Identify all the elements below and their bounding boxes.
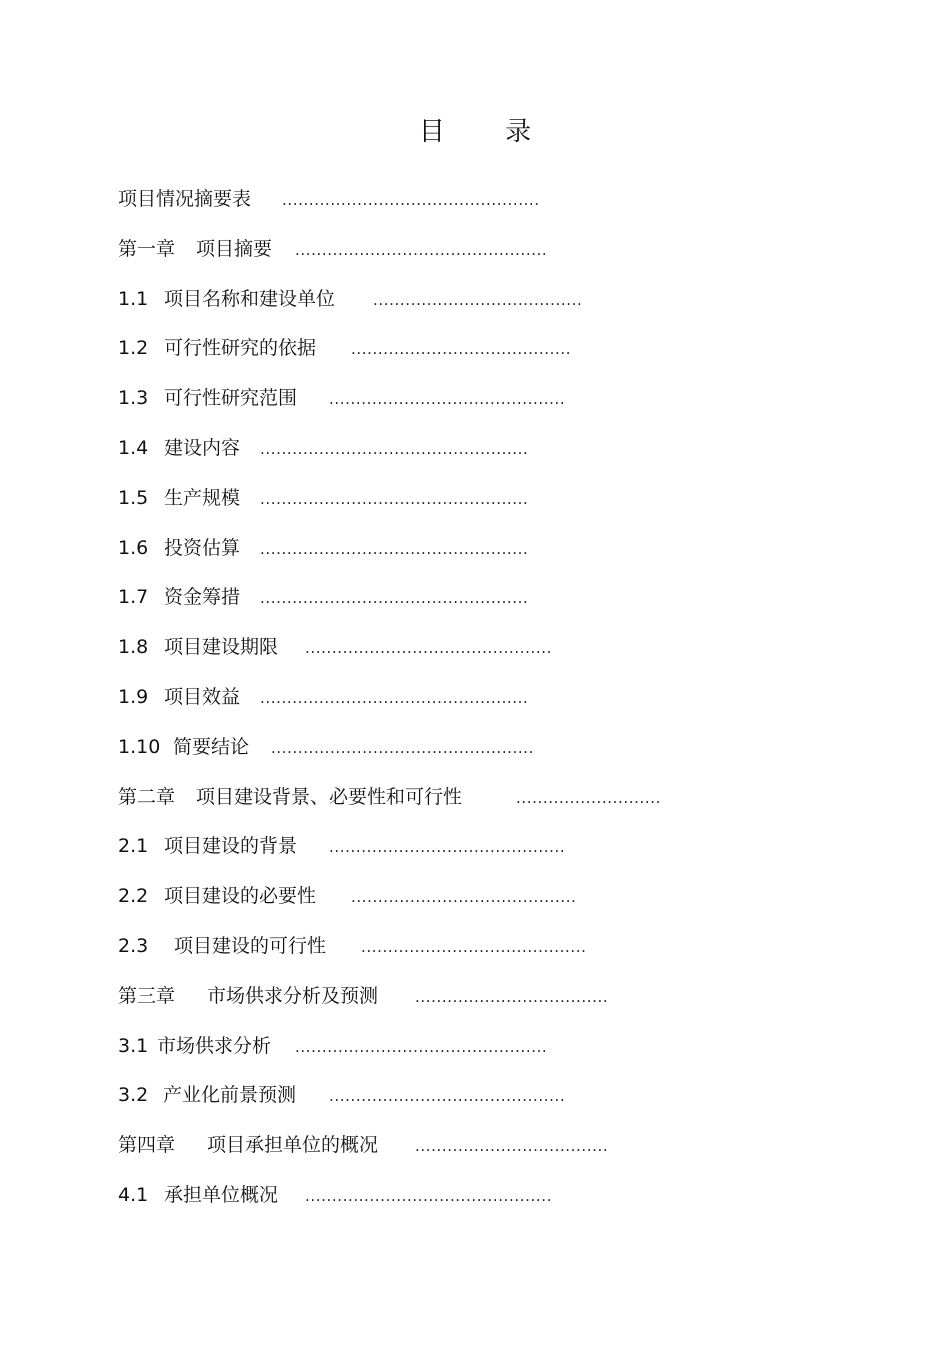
toc-dot-leader: .................................................. bbox=[260, 439, 529, 458]
toc-entry-title: 简要结论 bbox=[173, 735, 250, 758]
toc-dot-leader: .................................... bbox=[415, 1137, 609, 1156]
toc-entry[interactable] bbox=[118, 377, 818, 427]
toc-entry-title: 项目名称和建设单位 bbox=[164, 287, 336, 310]
toc-dot-leader: .................................................. bbox=[260, 489, 529, 508]
toc-entry[interactable] bbox=[118, 726, 818, 776]
toc-entry[interactable] bbox=[118, 975, 818, 1025]
toc-dot-leader: .................................... bbox=[415, 987, 609, 1006]
toc-entry-title: 建设内容 bbox=[164, 436, 241, 459]
toc-entry-title: 项目建设背景、必要性和可行性 bbox=[196, 785, 463, 808]
toc-entry-title: 产业化前景预测 bbox=[163, 1084, 297, 1107]
toc-entry-title: 项目建设的必要性 bbox=[164, 885, 317, 908]
toc-entry[interactable] bbox=[118, 477, 818, 527]
toc-dot-leader: .......................................... bbox=[361, 937, 587, 956]
toc-dot-leader: ............................................ bbox=[329, 390, 566, 409]
toc-dot-leader: ............................................... bbox=[295, 1037, 548, 1056]
toc-entry[interactable] bbox=[118, 327, 818, 377]
toc-dot-leader: ................................................. bbox=[271, 738, 535, 757]
toc-entry[interactable] bbox=[118, 527, 818, 577]
toc-entry-title: 项目承担单位的概况 bbox=[207, 1134, 379, 1157]
table-of-contents bbox=[118, 178, 818, 1224]
toc-entry-number: 1.2 bbox=[118, 337, 149, 360]
toc-entry-number: 1.9 bbox=[118, 685, 149, 708]
toc-entry-number: 1.5 bbox=[118, 486, 149, 509]
toc-dot-leader: ............................................ bbox=[329, 1087, 566, 1106]
toc-entry-number: 第三章 bbox=[118, 984, 176, 1007]
toc-entry[interactable] bbox=[118, 1174, 818, 1224]
toc-entry[interactable] bbox=[118, 1025, 818, 1075]
toc-entry-title: 项目建设的背景 bbox=[164, 835, 298, 858]
toc-entry-number: 1.1 bbox=[118, 287, 149, 310]
toc-entry-title: 项目摘要 bbox=[196, 237, 273, 260]
toc-entry[interactable] bbox=[118, 427, 818, 477]
toc-entry-number: 第一章 bbox=[118, 237, 176, 260]
toc-entry-title: 资金筹措 bbox=[164, 586, 241, 609]
toc-dot-leader: .................................................. bbox=[260, 688, 529, 707]
toc-entry-number: 2.2 bbox=[118, 885, 149, 908]
toc-dot-leader: ............................................... bbox=[295, 240, 548, 259]
toc-entry-title: 可行性研究的依据 bbox=[164, 337, 317, 360]
toc-entry[interactable] bbox=[118, 925, 818, 975]
page-title: 目 录 bbox=[418, 117, 558, 147]
toc-entry-title: 项目建设的可行性 bbox=[174, 934, 327, 957]
toc-entry[interactable] bbox=[118, 825, 818, 875]
toc-dot-leader: .................................................. bbox=[260, 539, 529, 558]
toc-entry-title: 项目效益 bbox=[164, 685, 241, 708]
toc-dot-leader: ....................................... bbox=[373, 290, 583, 309]
toc-entry[interactable] bbox=[118, 178, 818, 228]
toc-entry-number: 4.1 bbox=[118, 1183, 149, 1206]
toc-entry-title: 可行性研究范围 bbox=[164, 387, 298, 410]
toc-entry[interactable] bbox=[118, 676, 818, 726]
toc-entry-number: 1.7 bbox=[118, 586, 149, 609]
toc-dot-leader: ......................................... bbox=[351, 340, 572, 359]
toc-entry[interactable] bbox=[118, 626, 818, 676]
toc-entry-title: 投资估算 bbox=[164, 536, 241, 559]
toc-dot-leader: .................................................. bbox=[260, 589, 529, 608]
toc-entry-number: 2.3 bbox=[118, 934, 149, 957]
toc-entry[interactable] bbox=[118, 576, 818, 626]
toc-entry-number: 1.6 bbox=[118, 536, 149, 559]
toc-entry-title: 项目建设期限 bbox=[164, 636, 279, 659]
toc-entry[interactable] bbox=[118, 875, 818, 925]
toc-dot-leader: ............................................ bbox=[329, 838, 566, 857]
toc-entry-number: 3.1 bbox=[118, 1034, 149, 1057]
toc-entry[interactable] bbox=[118, 1124, 818, 1174]
toc-entry-title: 市场供求分析及预测 bbox=[207, 984, 379, 1007]
toc-entry-number: 2.1 bbox=[118, 835, 149, 858]
toc-entry-number: 第四章 bbox=[118, 1134, 176, 1157]
toc-entry-number: 1.10 bbox=[118, 735, 161, 758]
toc-dot-leader: .............................................. bbox=[305, 1186, 552, 1205]
toc-dot-leader: .............................................. bbox=[305, 639, 552, 658]
toc-dot-leader: .......................................... bbox=[351, 888, 577, 907]
toc-entry-title: 承担单位概况 bbox=[164, 1183, 279, 1206]
toc-entry[interactable] bbox=[118, 278, 818, 328]
toc-entry-number: 第二章 bbox=[118, 785, 176, 808]
toc-dot-leader: ........................... bbox=[516, 788, 661, 807]
toc-entry[interactable] bbox=[118, 1074, 818, 1124]
toc-entry-title: 生产规模 bbox=[164, 486, 241, 509]
toc-dot-leader: ................................................ bbox=[282, 191, 540, 209]
toc-entry-number: 1.8 bbox=[118, 636, 149, 659]
toc-entry-title: 市场供求分析 bbox=[157, 1034, 272, 1057]
toc-entry-title: 项目情况摘要表 bbox=[118, 188, 252, 210]
toc-entry-number: 3.2 bbox=[118, 1084, 149, 1107]
toc-entry-number: 1.4 bbox=[118, 436, 149, 459]
toc-entry[interactable] bbox=[118, 776, 818, 826]
toc-entry-number: 1.3 bbox=[118, 387, 149, 410]
toc-entry[interactable] bbox=[118, 228, 818, 278]
